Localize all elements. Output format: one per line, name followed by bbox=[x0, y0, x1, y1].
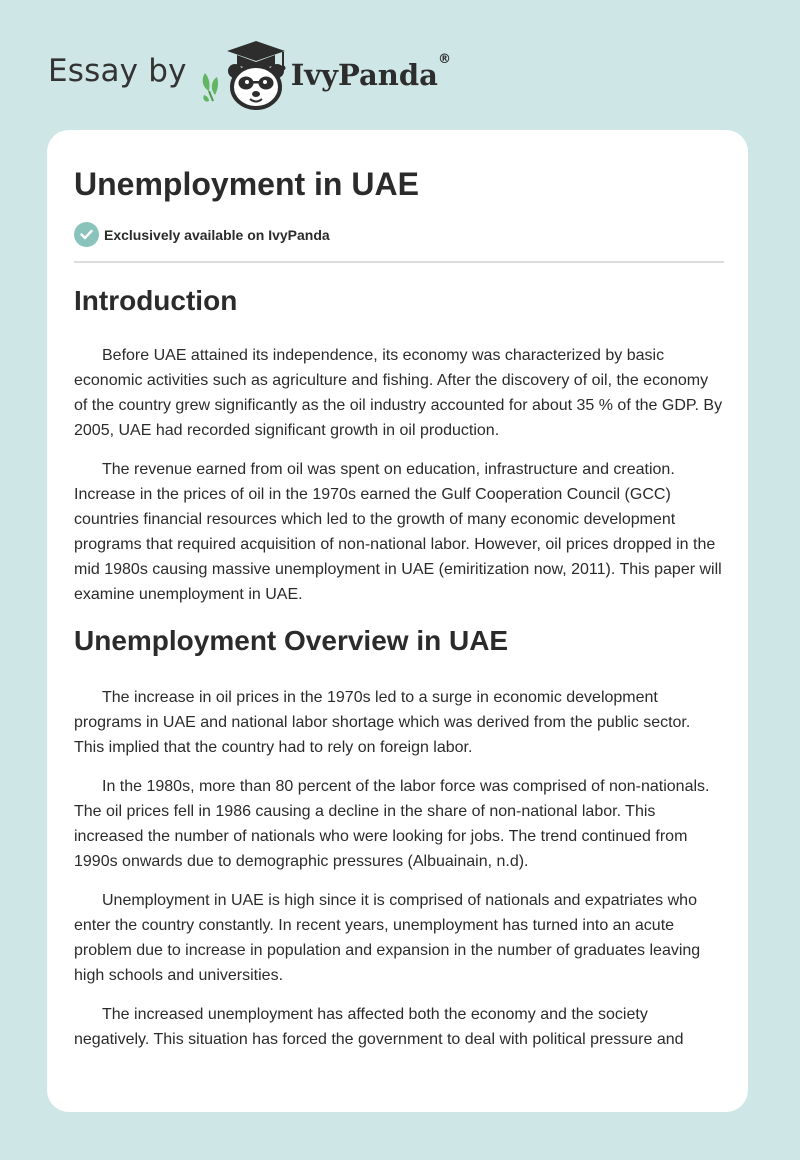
paragraph: The revenue earned from oil was spent on education, infrastructure and creation. Increase in the prices of oil in the 1970s earned the Gulf Cooperation Council (GCC) countries financial resources which led to the growth of many economic development programs that required acquisition of non-national labor. However, oil prices dropped in the mid 1980s causing massive unemployment in UAE (emiritization now, 2011). This paper will examine unemployment in UAE. bbox=[74, 461, 722, 603]
paragraph: In the 1980s, more than 80 percent of the labor force was comprised of non-nationals. The oil prices fell in 1986 causing a decline in the share of non-national labor. This increased the number of nationals who were looking for jobs. The trend continued from 1990s onwards due to demographic pressures (Albuainain, n.d). bbox=[74, 778, 710, 870]
brand-name-text: IvyPanda bbox=[290, 58, 438, 92]
page-title: Unemployment in UAE bbox=[74, 166, 419, 202]
leaf-icon bbox=[202, 73, 217, 102]
brand-header[interactable] bbox=[48, 34, 451, 114]
registered-mark: ® bbox=[437, 52, 451, 67]
paragraph: Unemployment in UAE is high since it is comprised of nationals and expatriates who enter the country constantly. In recent years, unemployment has turned into an acute problem due to increase in population and expansion in the number of graduates leaving high schools and universities. bbox=[74, 892, 701, 984]
paragraph: The increase in oil prices in the 1970s led to a surge in economic development programs in UAE and national labor shortage which was derived from the public sector. This implied that the country had to rely on foreign labor. bbox=[74, 689, 691, 756]
section-heading-overview: Unemployment Overview in UAE bbox=[74, 625, 509, 656]
essay-card bbox=[47, 130, 748, 1112]
paragraph: Before UAE attained its independence, its economy was characterized by basic economic activities such as agriculture and fishing. After the discovery of oil, the economy of the country grew significantly as the oil industry accounted for about 35 % of the GDP. By 2005, UAE had recorded significant growth in oil production. bbox=[74, 347, 723, 439]
exclusive-badge bbox=[74, 222, 330, 247]
exclusive-label: Exclusively available on IvyPanda bbox=[104, 226, 330, 243]
brand-prefix: Essay by bbox=[48, 53, 187, 89]
brand-name bbox=[290, 52, 451, 92]
paragraph: The increased unemployment has affected both the economy and the society negatively. This situation has forced the government to deal with political pressure and bbox=[74, 1006, 684, 1048]
panda-logo-icon bbox=[199, 37, 289, 111]
title-divider bbox=[74, 261, 724, 263]
essay-body bbox=[74, 281, 724, 1066]
section-heading-introduction: Introduction bbox=[74, 285, 238, 316]
check-icon bbox=[74, 222, 99, 247]
